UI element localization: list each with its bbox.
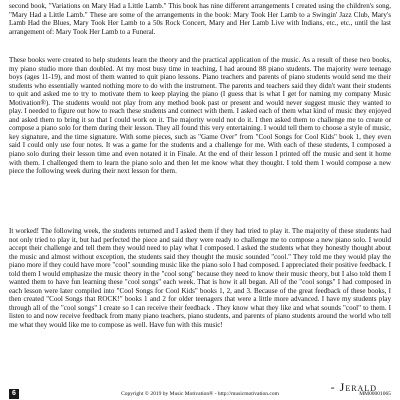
copyright-notice: Copyright © 2019 by Music Motivation® - http://musicmotivation.com (121, 391, 279, 397)
document-page (9, 0, 391, 400)
paragraph-1: second book, "Variations on Mary Had a Little Lamb." This book has nine different arrangements I created using the children's song, "Mary Had a Little Lamb." These are some of the arrangements in the book: Mary Took Her Lamb to a Swingin' Jazz Club, Mary's Lamb Had the Blues, Mary Took Her Lamb to a 50s Rock Concert, Mary and Her Lamb Live with Indians, etc., etc., until the last arrangement of: Mary Took Her Lamb to a Funeral. (9, 2, 391, 36)
catalog-code: MM00001065 (359, 391, 391, 397)
paragraph-3: It worked! The following week, the students returned and I asked them if they had tried to play it. The majority of these students had not only tried to play it, but had perfected the piece and said they were ready to challenge me to compose a new piano solo. I would accept their challenge and tell them they would need to play what I composed. I asked the students what they honestly thought about the music and almost without exception, the students said they thought the music sounded "cool." They told me they would play the piano more if they could have more "cool" sounding music like the piano solo I had composed. I appreciated their positive feedback. I told them I would emphasize the music theory in the "cool song" because they need to know their music theory, but I also told them I wanted them to have fun learning these "cool songs" each week. That is how it all began. All of the "cool songs" I had composed in each lesson were later compiled into "Cool Songs for Cool Kids" books 1, 2, and 3. Because of the great feedback of these books, I then created "Cool Songs that ROCK!" books 1 and 2 for older teenagers that were a little more advanced. I have my students play through all of the "cool songs" I create so I can receive their feedback . They know what they like and what sounds "cool" to them. I listen to and now receive feedback from many piano teachers, piano students, and parents of piano students around the world who tell me what they would like me to compose as well. Have fun with this music! (9, 227, 391, 330)
page-number-badge: 6 (9, 389, 19, 399)
author-signature: - Jerald (330, 380, 377, 394)
paragraph-2: These books were created to help students learn the theory and the practical application of the music. As a result of these two books, my piano studio more than doubled. At my most busy time in teaching, I had around 88 piano students. The majority were teenage boys (ages 11-19), and most of them wanted to quit piano lessons. Piano teachers and parents of piano students would send me their students who essentially wanted nothing more to do with the instrument. The parents and teachers said they didn't want their students to quit and asked me to try to motivate them to keep playing the piano (I guess that is what I get for naming my company Music Motivation®). The students would not play from any method book past or present and would never suggest music they wanted to play. I needed to figure out how to reach these students and connect with them. I asked each of them what kind of music they enjoyed and asked them to bring it so that I could work on it. The majority would not do it. I then asked them to challenge me to create or compose a piano solo for them during their lesson. They all found this very entertaining. I would tell them to choose a style of music, key signature, and the time signature. With some pieces, such as "Game Over" from "Cool Songs for Cool Kids" book 1, they even said I could only use four notes. It was a game for the students and a challenge for me. With each of these students, I composed a piano solo during their lesson time and even notated it in Finale. At the end of their lesson I printed off the music and sent it home with them. I challenged them to learn the piano solo and then let me know what they thought. I told them I would compose a new piece the following week during their next lesson for them. (9, 56, 391, 176)
page-footer (9, 386, 391, 400)
